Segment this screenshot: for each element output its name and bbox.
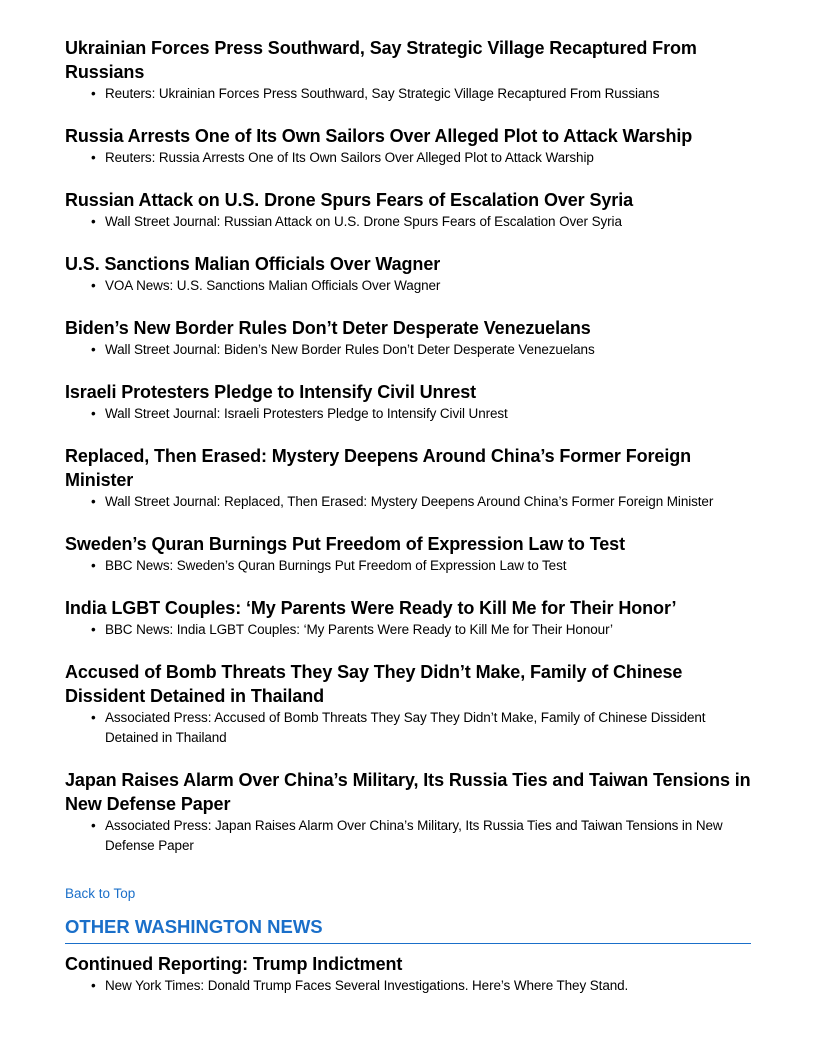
source-link[interactable]: • BBC News: Sweden’s Quran Burnings Put Freedom of Expression Law to Test <box>105 556 751 576</box>
source-list <box>65 708 751 748</box>
source-list <box>65 816 751 856</box>
source-link[interactable]: • Wall Street Journal: Israeli Protesters Pledge to Intensify Civil Unrest <box>105 404 751 424</box>
source-link[interactable]: • Reuters: Ukrainian Forces Press Southward, Say Strategic Village Recaptured From Russians <box>105 84 751 104</box>
newsletter-page <box>65 36 751 1016</box>
article-item <box>65 532 751 576</box>
article-item <box>65 124 751 168</box>
article-headline: Israeli Protesters Pledge to Intensify Civil Unrest <box>65 382 477 402</box>
source-link[interactable]: • Associated Press: Accused of Bomb Threats They Say They Didn’t Make, Family of Chinese Dissident Detained in Thailand <box>105 708 751 748</box>
article-headline: Japan Raises Alarm Over China’s Military, Its Russia Ties and Taiwan Tensions in New Defense Paper <box>65 770 751 814</box>
source-list <box>65 148 751 168</box>
article-item <box>65 380 751 424</box>
article-headline: Russia Arrests One of Its Own Sailors Over Alleged Plot to Attack Warship <box>65 126 693 146</box>
source-list <box>65 404 751 424</box>
article-headline: Replaced, Then Erased: Mystery Deepens Around China’s Former Foreign Minister <box>65 446 692 490</box>
source-link[interactable]: • BBC News: India LGBT Couples: ‘My Parents Were Ready to Kill Me for Their Honour’ <box>105 620 751 640</box>
source-list <box>65 620 751 640</box>
article-headline: Sweden’s Quran Burnings Put Freedom of Expression Law to Test <box>65 534 625 554</box>
article-item <box>65 660 751 748</box>
source-list <box>65 212 751 232</box>
article-item <box>65 316 751 360</box>
source-link[interactable]: • VOA News: U.S. Sanctions Malian Officials Over Wagner <box>105 276 751 296</box>
section-title: OTHER WASHINGTON NEWS <box>65 914 751 944</box>
article-item <box>65 768 751 856</box>
back-to-top-link[interactable]: Back to Top <box>65 886 136 901</box>
article-headline: Russian Attack on U.S. Drone Spurs Fears of Escalation Over Syria <box>65 190 634 210</box>
source-link[interactable]: • New York Times: Donald Trump Faces Several Investigations. Here’s Where They Stand. <box>105 976 751 996</box>
source-link[interactable]: • Wall Street Journal: Replaced, Then Erased: Mystery Deepens Around China’s Former Foreign Minister <box>105 492 751 512</box>
source-list <box>65 340 751 360</box>
article-list <box>65 36 751 856</box>
section-article-list <box>65 952 751 996</box>
source-list <box>65 492 751 512</box>
source-link[interactable]: • Wall Street Journal: Russian Attack on U.S. Drone Spurs Fears of Escalation Over Syria <box>105 212 751 232</box>
article-headline: Accused of Bomb Threats They Say They Didn’t Make, Family of Chinese Dissident Detained in Thailand <box>65 662 683 706</box>
source-link[interactable]: • Reuters: Russia Arrests One of Its Own Sailors Over Alleged Plot to Attack Warship <box>105 148 751 168</box>
source-list <box>65 84 751 104</box>
article-item <box>65 36 751 104</box>
source-list <box>65 976 751 996</box>
article-item <box>65 952 751 996</box>
article-headline: Ukrainian Forces Press Southward, Say Strategic Village Recaptured From Russians <box>65 38 697 82</box>
article-item <box>65 596 751 640</box>
article-item <box>65 188 751 232</box>
source-link[interactable]: • Associated Press: Japan Raises Alarm Over China’s Military, Its Russia Ties and Taiwan Tensions in New Defense Paper <box>105 816 751 856</box>
article-headline: India LGBT Couples: ‘My Parents Were Ready to Kill Me for Their Honor’ <box>65 598 677 618</box>
article-item <box>65 444 751 512</box>
source-list <box>65 276 751 296</box>
article-item <box>65 252 751 296</box>
article-headline: Continued Reporting: Trump Indictment <box>65 954 403 974</box>
article-headline: Biden’s New Border Rules Don’t Deter Desperate Venezuelans <box>65 318 591 338</box>
source-list <box>65 556 751 576</box>
article-headline: U.S. Sanctions Malian Officials Over Wagner <box>65 254 441 274</box>
source-link[interactable]: • Wall Street Journal: Biden’s New Border Rules Don’t Deter Desperate Venezuelans <box>105 340 751 360</box>
